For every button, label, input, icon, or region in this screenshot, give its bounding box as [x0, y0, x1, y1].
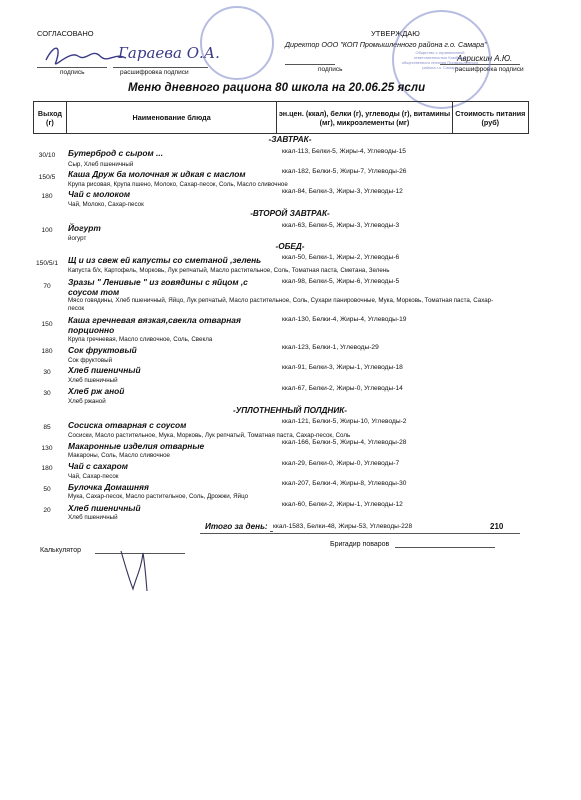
director-name: Аврискин А.Ю. [457, 54, 513, 63]
col-name: Наименование блюда [66, 102, 277, 134]
item-nutrition: ккал-166, Белки-5, Жиры-4, Углеводы-28 [282, 439, 407, 446]
page-title: Меню дневного рациона 80 школа на 20.06.25 ясли [128, 82, 426, 94]
item-out: 70 [43, 283, 51, 290]
item-out: 30 [43, 390, 51, 397]
item-out: 150/5 [38, 174, 56, 181]
item-nutrition: ккал-207, Белки-4, Жиры-8, Углеводы-30 [282, 480, 407, 487]
item-composition: Хлеб пшеничный [68, 514, 118, 521]
item-composition: Сок фруктовый [68, 357, 113, 364]
stamp-left [200, 6, 274, 80]
item-name: Булочка Домашняя [68, 482, 149, 492]
item-out: 100 [41, 227, 53, 234]
item-composition: Хлеб пшеничный [68, 377, 118, 384]
section-label: -ЗАВТРАК- [268, 135, 312, 144]
item-name: Щ и из свеж ей капусты со сметаной ,зелень [68, 255, 262, 265]
item-name: Сосиска отварная с соусом [68, 420, 187, 430]
item-name: Каша гречневая вязкая,свекла отварная порционно [68, 315, 241, 335]
item-out: 150/5/1 [36, 260, 58, 267]
section-label: -ОБЕД- [275, 242, 305, 251]
item-nutrition: ккал-113, Белки-5, Жиры-4, Углеводы-15 [282, 148, 406, 155]
section-label: -УПЛОТНЕННЫЙ ПОЛДНИК- [233, 406, 347, 415]
totals-cost: 210 [490, 522, 504, 531]
item-out: 30/10 [38, 152, 56, 159]
item-nutrition: ккал-130, Белки-4, Жиры-4, Углеводы-19 [282, 316, 407, 323]
item-name: Хлеб пшеничный [68, 365, 141, 375]
item-name: Бутерброд с сыром ... [68, 148, 164, 158]
item-nutrition: ккал-123, Белки-1, Углеводы-29 [282, 344, 379, 351]
brigadir-label: Бригадир поваров [330, 541, 390, 548]
totals-label: Итого за день: [205, 522, 268, 531]
item-name: Хлеб пшеничный [68, 503, 141, 513]
item-name: Чай с молоком [68, 189, 131, 199]
calculator-signature [115, 545, 155, 595]
col-cost: Стоимость питания (руб) [452, 102, 528, 134]
col-out: Выход (г) [34, 102, 67, 134]
item-nutrition: ккал-60, Белки-2, Жиры-1, Углеводы-12 [282, 501, 403, 508]
item-nutrition: ккал-182, Белки-5, Жиры-7, Углеводы-26 [282, 168, 407, 175]
agreed-handwriting: Гараева О.А. [118, 44, 220, 62]
item-composition: Крупа гречневая, Масло сливочное, Соль, Свекла [68, 336, 213, 343]
item-nutrition: ккал-63, Белки-5, Жиры-3, Углеводы-3 [282, 222, 400, 229]
item-nutrition: ккал-121, Белки-5, Жиры-10, Углеводы-2 [282, 418, 407, 425]
item-name: Сок фруктовый [68, 345, 137, 355]
item-out: 180 [41, 348, 53, 355]
item-nutrition: ккал-84, Белки-3, Жиры-3, Углеводы-12 [282, 188, 403, 195]
podpis-label-left: подпись [60, 69, 85, 76]
col-nutrition: эн.цен. (ккал), белки (г), углеводы (г), витамины (мг), микроэлементы (мг) [277, 102, 452, 134]
item-out: 180 [41, 193, 53, 200]
item-name: Макаронные изделия отварные [68, 441, 205, 451]
item-out: 130 [41, 445, 53, 452]
calculator-label: Калькулятор [40, 547, 81, 554]
item-composition: Капуста б/х, Картофель, Морковь, Лук репчатый, Масло растительное, Соль, Томатная паста, Сметана, Зелень [68, 267, 390, 274]
item-composition: Сыр, Хлеб пшеничный [68, 161, 134, 168]
item-composition: Макароны, Соль, Масло сливочное [68, 452, 170, 459]
totals-nutrition: ккал-1583, Белки-48, Жиры-53, Углеводы-228 [273, 523, 413, 530]
item-nutrition: ккал-50, Белки-1, Жиры-2, Углеводы-6 [282, 254, 400, 261]
item-out: 150 [41, 321, 53, 328]
item-name: Хлеб рж аной [68, 386, 125, 396]
item-composition: йогурт [68, 235, 87, 242]
item-nutrition: ккал-29, Белки-0, Жиры-0, Углеводы-7 [282, 460, 400, 467]
item-out: 85 [43, 424, 51, 431]
item-out: 180 [41, 465, 53, 472]
column-header [33, 101, 529, 134]
section-label: -ВТОРОЙ ЗАВТРАК- [250, 209, 330, 218]
stamp-text: Общество с ограниченной ответственностью Комбинат общественного питания Промышленного района г.о. Самара [401, 50, 479, 70]
item-name: Йогурт [68, 223, 101, 233]
item-composition: Чай, Сахар-песок [68, 473, 119, 480]
item-composition: Хлеб ржаной [68, 398, 106, 405]
item-composition: Мясо говядины, Хлеб пшеничный, Яйцо, Лук репчатый, Масло растительное, Соль, Сухари панировочные, Мука, Морковь, Томатная паста, Сахар-песок [68, 297, 494, 312]
item-out: 20 [43, 507, 51, 514]
item-composition: Чай, Молоко, Сахар-песок [68, 201, 144, 208]
rasshifrovka-label-left: расшифровка подписи [120, 69, 189, 76]
item-out: 50 [43, 486, 51, 493]
item-composition: Мука, Сахар-песок, Масло растительное, Соль, Дрожжи, Яйцо [68, 493, 249, 500]
item-out: 30 [43, 369, 51, 376]
rasshifrovka-label-right: расшифровка подписи [455, 66, 524, 73]
item-composition: Крупа рисовая, Крупа пшено, Молоко, Сахар-песок, Соль, Масло сливочное [68, 181, 288, 188]
agreed-label: СОГЛАСОВАНО [37, 29, 94, 38]
item-name: Каша Друж ба молочная ж идкая с маслом [68, 169, 246, 179]
item-composition: Сосиски, Масло растительное, Мука, Морковь, Лук репчатый, Томатная паста, Сахар-песок, Соль [68, 432, 351, 439]
item-nutrition: ккал-91, Белки-3, Жиры-1, Углеводы-18 [282, 364, 403, 371]
item-name: Зразы " Ленивые " из говядины с яйцом ,с соусом том [68, 277, 248, 297]
item-nutrition: ккал-67, Белки-2, Жиры-0, Углеводы-14 [282, 385, 403, 392]
item-name: Чай с сахаром [68, 461, 128, 471]
approved-label: УТВЕРЖДАЮ [371, 29, 420, 38]
podpis-label-right: подпись [318, 66, 343, 73]
director-line: Директор ООО "КОП Промышленного района г.о. Самара" [285, 40, 487, 49]
item-nutrition: ккал-98, Белки-5, Жиры-6, Углеводы-5 [282, 278, 400, 285]
